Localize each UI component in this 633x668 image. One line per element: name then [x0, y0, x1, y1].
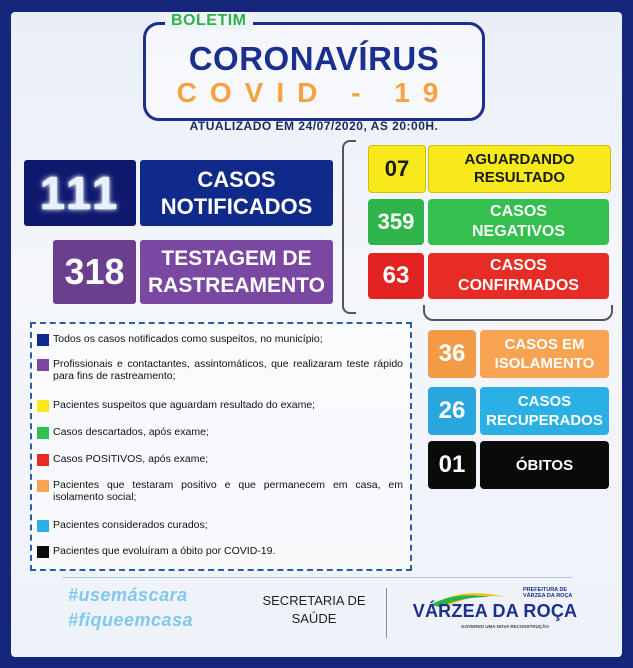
- legend-swatch: [37, 520, 49, 532]
- isolamento-label: [480, 330, 609, 378]
- legend-item: [37, 358, 403, 382]
- legend-swatch: [37, 480, 49, 492]
- boletim-label: BOLETIM: [165, 12, 253, 30]
- logo-pref-line1: PREFEITURA DE: [523, 587, 568, 593]
- notificados-label-line1: CASOS: [197, 167, 276, 192]
- obitos-value: 01: [428, 441, 476, 489]
- negativos-value: 359: [368, 199, 424, 245]
- update-timestamp: ATUALIZADO EM 24/07/2020, AS 20:00H.: [189, 119, 439, 133]
- recuperados-value: 26: [428, 387, 476, 435]
- page-title: CORONAVÍRUS: [188, 40, 440, 77]
- logo-slogan: GOVERNO UMA NOVA RECONSTRUÇÃO: [461, 624, 549, 629]
- legend-item: [37, 426, 403, 439]
- legend-swatch: [37, 400, 49, 412]
- legend-swatch: [37, 334, 49, 346]
- negativos-label-line2: NEGATIVOS: [471, 223, 566, 240]
- aguardando-label: [428, 145, 611, 193]
- confirmados-label-line2: CONFIRMADOS: [458, 277, 579, 294]
- footer-divider: [62, 577, 572, 578]
- legend-swatch: [37, 359, 49, 371]
- legend-text: Todos os casos notificados como suspeitos, no município;: [53, 333, 323, 345]
- right-bracket: [342, 140, 356, 314]
- rastreamento-label-line2: RASTREAMENTO: [148, 274, 325, 297]
- rastreamento-label: [140, 240, 333, 304]
- logo-pref-line2: VÁRZEA DA ROÇA: [523, 593, 573, 599]
- rastreamento-label-line1: TESTAGEM DE: [161, 247, 312, 270]
- legend-item: [37, 545, 403, 558]
- secretaria-line2: SAÚDE: [291, 611, 337, 626]
- isolamento-value: 36: [428, 330, 476, 378]
- hashtag-fiqueemcasa: #fiqueemcasa: [68, 610, 194, 630]
- legend-item: [37, 519, 403, 532]
- negativos-label: [428, 199, 609, 245]
- negativos-label-line1: CASOS: [490, 203, 547, 220]
- confirmados-bracket: [423, 305, 613, 321]
- aguardando-value: 07: [368, 145, 426, 193]
- obitos-label: ÓBITOS: [480, 441, 609, 489]
- recuperados-label-line2: RECUPERADOS: [486, 412, 603, 429]
- legend-text: Casos descartados, após exame;: [53, 426, 209, 438]
- legend-text: Pacientes suspeitos que aguardam resultado do exame;: [53, 399, 316, 411]
- rastreamento-value: 318: [53, 240, 136, 304]
- notificados-label-line2: NOTIFICADOS: [160, 194, 313, 219]
- legend-swatch: [37, 546, 49, 558]
- recuperados-label: [480, 387, 609, 435]
- isolamento-label-line2: ISOLAMENTO: [494, 355, 595, 372]
- legend-text: Pacientes que evoluíram a óbito por COVID-19.: [53, 545, 276, 557]
- legend-text: Profissionais e contactantes, assintomáticos, que realizaram teste rápido para fins de rastreamento;: [53, 358, 403, 382]
- legend-item: [37, 399, 403, 412]
- legend-text: Casos POSITIVOS, após exame;: [53, 453, 209, 465]
- legend-item: [37, 333, 403, 346]
- secretaria-line1: SECRETARIA DE: [262, 593, 366, 608]
- legend-text: Pacientes considerados curados;: [53, 519, 208, 531]
- logo-prefeitura-text: [523, 587, 572, 599]
- secretaria-label: [245, 592, 383, 628]
- confirmados-label: [428, 253, 609, 299]
- legend-text: Pacientes que testaram positivo e que permanecem em casa, em isolamento social;: [53, 479, 403, 503]
- legend-item: [37, 453, 403, 466]
- prefeitura-logo: [395, 585, 595, 645]
- footer-separator: [386, 588, 387, 638]
- notificados-label: [140, 160, 333, 226]
- confirmados-value: 63: [368, 253, 424, 299]
- isolamento-label-line1: CASOS EM: [504, 336, 585, 353]
- page-subtitle: COVID - 19: [176, 77, 452, 108]
- legend-item: [37, 479, 403, 503]
- hashtag-usemascara: #usemáscara: [68, 585, 188, 605]
- legend-swatch: [37, 427, 49, 439]
- aguardando-label-line2: RESULTADO: [473, 169, 566, 186]
- notificados-value: 111: [24, 160, 136, 226]
- aguardando-label-line1: AGUARDANDO: [464, 151, 575, 168]
- recuperados-label-line1: CASOS: [517, 393, 572, 410]
- legend-box: [30, 322, 412, 571]
- logo-name: VÁRZEA DA ROÇA: [412, 601, 578, 621]
- legend-swatch: [37, 454, 49, 466]
- confirmados-label-line1: CASOS: [490, 257, 547, 274]
